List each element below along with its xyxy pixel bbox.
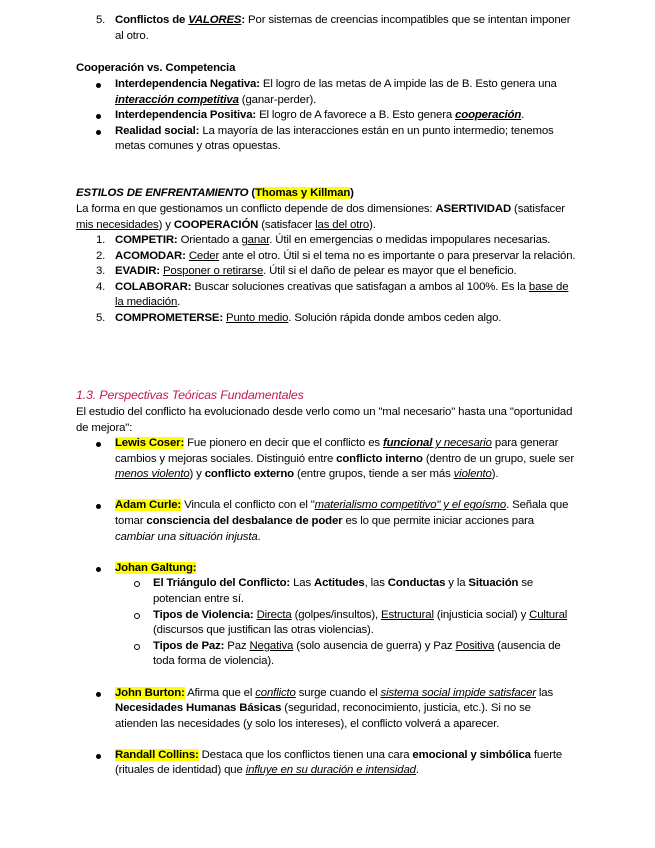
list-item-galtung: Johan Galtung: El Triángulo del Conflicto: Las Actitudes, las Conductas y la Situación se potencian entre sí. Tipos de Violencia: Directa (golpes/insultos), Estructural (injusticia social) y Cultural (discursos que justifican las otras violencias). Tipos de Paz: Paz Negativa (solo ausencia de guerra) y Paz Positiva (ausencia de toda forma de violencia). (76, 561, 576, 670)
section-intro: El estudio del conflicto ha evolucionado desde verlo como un "mal necesario" hasta una "oportunidad de mejora": (76, 406, 573, 434)
coop-heading: Cooperación vs. Competencia (76, 62, 236, 74)
list-item: 1. COMPETIR: Orientado a ganar. Útil en emergencias o medidas impopulares necesarias. (96, 234, 551, 246)
list-item: 3. EVADIR: Posponer o retirarse. Útil si el daño de pelear es mayor que el beneficio. (96, 265, 517, 278)
sub-item: Tipos de Paz: Paz Negativa (solo ausencia de guerra) y Paz Positiva (ausencia de toda forma de violencia). (76, 639, 576, 670)
list-item-burton: John Burton: Afirma que el conflicto surge cuando el sistema social impide satisfacer las Necesidades Humanas Básicas (seguridad, reconocimiento, justicia, etc.). Si no se atienden las necesidades (y solo los intereses), el conflicto volverá a aparecer. (76, 686, 576, 733)
list-item: Realidad social: La mayoría de las interacciones están en un punto intermedio; tenemos metas comunes y otras opuestas. (76, 124, 576, 155)
theorists-list (76, 436, 576, 779)
estilos-heading: ESTILOS DE ENFRENTAMIENTO (Thomas y Killman) (76, 187, 354, 199)
list-item-coser: Lewis Coser: Fue pionero en decir que el conflicto es funcional y necesario para generar cambios y mejoras sociales. Distinguió entre conflicto interno (dentro de un grupo, suele ser menos violento) y conflicto externo (entre grupos, tiende a ser más violento). (76, 436, 576, 483)
list-item-valores: 5. Conflictos de VALORES: Por sistemas de creencias incompatibles que se intentan imponer al otro. (96, 14, 571, 42)
list-item: Interdependencia Positiva: El logro de A favorece a B. Esto genera cooperación. (76, 108, 576, 124)
highlight-authors: Thomas y Killman (255, 187, 351, 199)
list-item: 2. ACOMODAR: Ceder ante el otro. Útil si el tema no es importante o para preservar la relación. (96, 249, 576, 262)
estilos-intro: La forma en que gestionamos un conflicto depende de dos dimensiones: ASERTIVIDAD (satisfacer mis necesidades) y COOPERACIÓN (satisfacer las del otro). (76, 203, 565, 231)
conflict-types-list (76, 13, 576, 44)
coop-list (76, 77, 576, 155)
list-item: Interdependencia Negativa: El logro de las metas de A impide las de B. Esto genera una interacción competitiva (ganar-perder). (76, 77, 576, 108)
galtung-sublist (115, 576, 576, 670)
list-item-curle: Adam Curle: Vincula el conflicto con el "materialismo competitivo" y el egoísmo. Señala que tomar consciencia del desbalance de poder es lo que permite iniciar acciones para cambiar una situación injusta. (76, 498, 576, 545)
section-heading-1-3: 1.3. Perspectivas Teóricas Fundamentales (76, 388, 304, 402)
sub-item: El Triángulo del Conflicto: Las Actitudes, las Conductas y la Situación se potencian entre sí. (76, 576, 576, 607)
sub-item: Tipos de Violencia: Directa (golpes/insultos), Estructural (injusticia social) y Cultural (discursos que justifican las otras violencias). (76, 608, 576, 639)
list-item: 5. COMPROMETERSE: Punto medio. Solución rápida donde ambos ceden algo. (96, 311, 502, 324)
estilos-list (76, 233, 576, 327)
list-item: 4. COLABORAR: Buscar soluciones creativas que satisfagan a ambos al 100%. Es la base de la mediación. (96, 280, 569, 309)
list-item-collins: Randall Collins: Destaca que los conflictos tienen una cara emocional y simbólica fuerte (rituales de identidad) que influye en su duración e intensidad. (76, 748, 576, 779)
